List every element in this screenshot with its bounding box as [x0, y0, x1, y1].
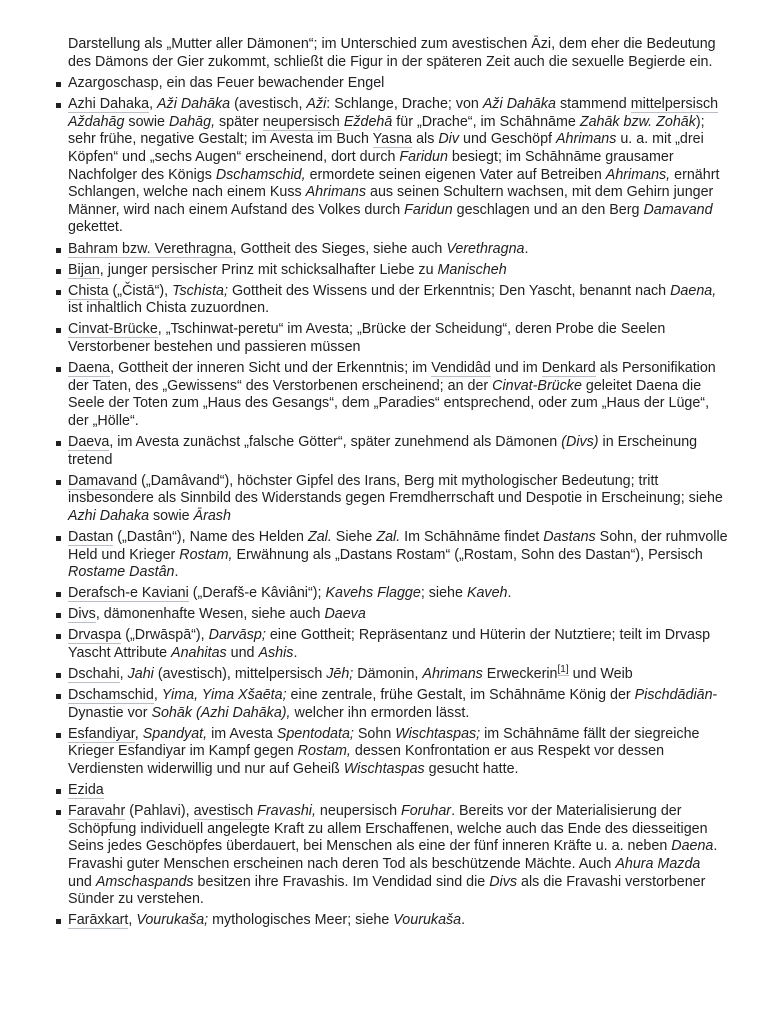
italic-term: Manischeh: [437, 261, 507, 278]
entry-text: u. a. mit „drei Köpfen“ und „sechs Augen“ erscheinend, dort durch: [68, 131, 704, 166]
wiki-link[interactable]: Divs: [68, 606, 96, 623]
glossary-entry-cinvat: [68, 321, 728, 356]
entry-text: gekettet.: [68, 219, 123, 236]
entry-text: Azargoschasp, ein das Feuer bewachender Engel: [68, 75, 385, 92]
entry-text: später: [215, 113, 263, 130]
entry-text: im Avesta: [207, 725, 277, 742]
glossary-entry-faravahr: [68, 803, 728, 909]
italic-term: Vourukaša: [393, 912, 462, 929]
entry-text: .: [293, 645, 298, 661]
italic-term: Jahi: [127, 666, 154, 683]
wiki-link[interactable]: Bahram bzw. Verethragna: [68, 240, 233, 257]
entry-text: , „Tschinwat-peretu“ im Avesta; „Brücke der Scheidung“, deren Probe die Seelen Verstorbener bestehen und passieren müssen: [68, 321, 666, 355]
wiki-link[interactable]: Chista: [68, 282, 109, 299]
entry-text: ,: [149, 96, 158, 113]
entry-text: ,: [134, 725, 143, 742]
entry-text: („Derafš-e Kâviâni“);: [188, 585, 326, 602]
entry-text: für „Drache“, im Schāhnāme: [392, 113, 580, 130]
entry-text: mythologisches Meer; siehe: [208, 912, 394, 929]
entry-text: .: [174, 564, 179, 581]
italic-term: Faridun: [404, 201, 453, 218]
entry-text: in Erscheinung tretend: [68, 433, 698, 468]
entry-text: welcher ihn ermorden lässt.: [290, 704, 470, 721]
entry-text: -Dynastie vor: [68, 687, 718, 721]
italic-term: Ahrimans: [305, 184, 367, 201]
entry-text: („Drwāspā“),: [121, 627, 209, 644]
entry-text: ,: [119, 666, 128, 683]
entry-text: als Personifikation der Taten, des „Gewissens“ des Verstorbenen erscheinend; an der: [68, 360, 716, 394]
glossary-entry-daeva: [68, 434, 728, 469]
entry-text: als die Fravashi verstorbener Sünder zu verstehen.: [68, 873, 706, 908]
wiki-link[interactable]: Drvaspa: [68, 627, 122, 644]
italic-term: Daena,: [670, 282, 717, 299]
entry-text: . Bereits vor der Materialisierung der Schöpfung individuell angelegte Kraft zu allem Erschaffenen, welche auch das Ende des diesseitigen Seins jedes Geschöpfes überdauert, bei Menschen als eine der fünf inneren Kräfte u. a. neben: [68, 803, 708, 855]
italic-term: Spentodata;: [276, 725, 354, 742]
italic-term: Dahāg,: [168, 113, 216, 130]
entry-text: ); sehr frühe, negative Gestalt; im Avesta im Buch: [68, 113, 705, 148]
entry-text: dessen Konfrontation er aus Respekt vor dessen Verdiensten widerwillig und nur auf Geheiß: [68, 743, 665, 778]
entry-text: geschlagen und an den Berg: [452, 201, 644, 218]
entry-text: , im Avesta zunächst „falsche Götter“, später zunehmend als Dämonen: [109, 433, 562, 450]
wiki-link[interactable]: Yasna: [372, 131, 413, 148]
italic-term: Vourukaša;: [136, 912, 209, 929]
entry-text: und Geschöpf: [459, 131, 556, 148]
italic-term: Zal.: [376, 528, 401, 545]
entry-text: Sohn, der ruhmvolle Held und Krieger: [68, 528, 728, 563]
wiki-link[interactable]: Esfandiyar: [68, 725, 135, 742]
italic-term: Darvāsp;: [208, 627, 266, 644]
italic-term: Jēh;: [326, 666, 354, 683]
entry-text: , Gottheit des Sieges, siehe auch: [232, 240, 447, 257]
glossary-list: [68, 75, 728, 930]
wiki-link[interactable]: Damavand: [68, 472, 138, 489]
italic-term: Sohāk (Azhi Dahāka),: [151, 704, 291, 721]
entry-text: gesucht hatte.: [424, 761, 519, 778]
italic-term: Ahrimans: [422, 666, 483, 683]
italic-term: Wischtaspas: [343, 761, 425, 778]
entry-text: (avestisch,: [230, 96, 307, 113]
entry-text: . Fravashi guter Menschen erscheinen nach deren Tod als beschützende Mächte. Auch: [68, 838, 718, 873]
italic-term: Daena: [671, 838, 714, 855]
entry-text: besiegt; im Schāhnāme grausamer Nachfolger des Königs: [68, 149, 674, 183]
italic-term: Foruhar: [401, 803, 452, 820]
wiki-link[interactable]: Dschahi: [68, 666, 120, 683]
italic-term: Verethragna: [446, 240, 525, 257]
glossary-entry-dschamschid: [68, 687, 728, 722]
wiki-link[interactable]: Vendidâd: [431, 360, 491, 377]
italic-term: Anahitas: [171, 645, 227, 661]
entry-text: ist inhaltlich Chista zuzuordnen.: [68, 300, 270, 317]
glossary-entry-bijan: [68, 262, 728, 280]
glossary-entry-bahram: [68, 241, 728, 259]
entry-text: .: [461, 912, 466, 929]
entry-text: , junger persischer Prinz mit schicksalhafter Liebe zu: [99, 261, 438, 278]
footnote-link[interactable]: [1]: [557, 664, 569, 676]
entry-text: ; siehe: [420, 585, 467, 602]
wiki-link[interactable]: neupersisch: [262, 113, 340, 130]
wiki-link[interactable]: Azhi Dahaka: [68, 96, 150, 113]
glossary-entry-divs: [68, 606, 728, 624]
entry-text: eine zentrale, frühe Gestalt, im Schāhnāme König der: [286, 687, 635, 704]
wiki-link[interactable]: Cinvat-Brücke: [68, 321, 158, 338]
entry-text: als: [412, 131, 439, 148]
wiki-link[interactable]: Denkard: [541, 360, 596, 377]
italic-term: Ārash: [193, 507, 231, 524]
entry-text: .: [524, 240, 529, 257]
italic-term: Damavand: [643, 201, 713, 218]
wiki-link[interactable]: Ezida: [68, 782, 104, 799]
wiki-link[interactable]: Dschamschid: [68, 687, 154, 704]
italic-term: Divs: [489, 873, 518, 890]
entry-text: : Schlange, Drache; von: [326, 96, 483, 113]
entry-text: besitzen ihre Fravashis. Im Vendidad sind die: [193, 873, 490, 890]
glossary-entry-chista: [68, 283, 728, 318]
italic-term: Daeva: [324, 606, 366, 623]
entry-text: (avestisch), mittelpersisch: [153, 666, 327, 683]
entry-text: neupersisch: [315, 803, 401, 820]
entry-text: und: [68, 873, 96, 890]
italic-term: Dschamschid,: [215, 166, 306, 183]
glossary-entry-faraxkart: [68, 912, 728, 930]
entry-text: , Gottheit der inneren Sicht und der Erkenntnis; im: [110, 360, 432, 377]
italic-term: Azhi Dahaka: [68, 507, 150, 524]
italic-term: Aždahāg: [68, 113, 125, 130]
italic-term: Ahura Mazda: [615, 856, 701, 873]
wiki-link[interactable]: Bijan: [68, 261, 100, 278]
italic-term: Ashis: [258, 645, 294, 661]
italic-term: Rostam,: [297, 743, 351, 760]
entry-text: im Schāhnāme fällt der siegreiche Krieger Esfandiyar im Kampf gegen: [68, 725, 700, 760]
footnote-reference[interactable]: [558, 664, 569, 676]
entry-text: Sohn: [353, 725, 396, 742]
wiki-link[interactable]: avestisch: [193, 803, 254, 820]
entry-text: Im Schāhnāme findet: [400, 528, 544, 545]
entry-text: ,: [128, 912, 137, 929]
wiki-link[interactable]: Dastan: [68, 528, 114, 545]
italic-term: Yima, Yima Xšaēta;: [161, 687, 287, 704]
glossary-entry-azargoschasp: [68, 75, 728, 93]
entry-text: ,: [153, 687, 162, 704]
glossary-entry-dschahi: [68, 666, 728, 684]
entry-text: Erwähnung als „Dastans Rostam“ („Rostam, Sohn des Dastan“), Persisch: [232, 546, 703, 563]
intro-paragraph: Darstellung als „Mutter aller Dämonen“; im Unterschied zum avestischen Āzi, dem eher die Bedeutung des Dämons der Gier zukommt, schließt die Figur in der späteren Zeit auch die sexuelle Begierde ein.: [68, 36, 716, 70]
entry-text: (Pahlavi),: [125, 803, 194, 820]
entry-text: .: [507, 585, 512, 602]
entry-text: Dämonin,: [353, 666, 423, 683]
glossary-entry-daena: [68, 360, 728, 430]
entry-text: Siehe: [331, 528, 377, 545]
italic-term: Rostam,: [179, 546, 233, 563]
italic-term: Ahrimans,: [605, 166, 671, 183]
entry-text: Gottheit des Wissens und der Erkenntnis; Den Yascht, benannt nach: [227, 282, 671, 299]
entry-text: („Damâvand“), höchster Gipfel des Irans, Berg mit mythologischer Bedeutung; tritt insbesondere als Sinnbild des Widerstands gegen Fremdherrschaft und Despotie in Erscheinung; siehe: [68, 472, 723, 507]
italic-term: Wischtaspas;: [395, 725, 481, 742]
entry-text: stammend: [555, 96, 631, 113]
italic-term: Rostame Dastân: [68, 564, 175, 581]
wiki-link[interactable]: Derafsch-e Kaviani: [68, 585, 189, 602]
entry-text: eine Gottheit; Repräsentanz und Hüterin der Nutztiere; teilt im Drvasp Yascht Attribute: [68, 627, 711, 661]
italic-term: (Divs): [561, 433, 599, 450]
entry-text: („Dastân“), Name des Helden: [113, 528, 308, 545]
wiki-link[interactable]: Daeva: [68, 433, 110, 450]
italic-term: Kavehs Flagge: [325, 585, 421, 602]
glossary-entry-dastan: [68, 529, 728, 582]
entry-text: geleitet Daena die Seele der Toten zum „Haus des Gesangs“, dem „Paradies“ entsprechend, oder zum „Haus der Lüge“, der „Hölle“.: [68, 377, 710, 429]
glossary-entry-damavand: [68, 473, 728, 526]
entry-text: sowie: [149, 507, 194, 524]
glossary-entry-drvaspa: [68, 627, 728, 662]
italic-term: Aži Dahāka: [482, 96, 556, 113]
wiki-link[interactable]: Faravahr: [68, 803, 126, 820]
glossary-entry-azhi-dahaka: [68, 96, 728, 237]
entry-text: („Čistā“),: [108, 282, 173, 299]
glossary-entry-ezida: [68, 782, 728, 800]
italic-term: Dastans: [543, 528, 596, 545]
wiki-link[interactable]: Daena: [68, 360, 111, 377]
italic-term: Amschaspands: [95, 873, 194, 890]
wiki-link[interactable]: Farāxkart: [68, 912, 129, 929]
italic-term: Kaveh: [466, 585, 508, 602]
italic-term: Cinvat-Brücke: [492, 377, 582, 394]
entry-text: Erweckerin: [482, 666, 558, 683]
italic-term: Div: [438, 131, 460, 148]
wiki-link[interactable]: mittelpersisch: [630, 96, 719, 113]
italic-term: Zahāk bzw. Zohāk: [579, 113, 696, 130]
italic-term: Zal.: [307, 528, 332, 545]
italic-term: Fravashi,: [257, 803, 316, 820]
glossary-entry-derafsch: [68, 585, 728, 603]
entry-text: und im: [490, 360, 542, 377]
italic-term: Aži: [306, 96, 327, 113]
italic-term: Tschista;: [172, 282, 228, 299]
entry-text: und Weib: [568, 666, 633, 683]
entry-text: , dämonenhafte Wesen, siehe auch: [95, 606, 325, 623]
italic-term: Spandyat,: [142, 725, 208, 742]
italic-term: Aži Dahāka: [157, 96, 231, 113]
entry-text: aus seinen Schultern wachsen, mit dem Gehirn junger Männer, wird nach einem Aufstand des Volkes durch: [68, 184, 714, 218]
entry-text: ermordete seinen eigenen Vater auf Betreiben: [305, 166, 606, 183]
italic-term: Ahrimans: [555, 131, 617, 148]
entry-text: sowie: [124, 113, 169, 130]
entry-text: ernährt Schlangen, welche nach einem Kuss: [68, 166, 720, 201]
italic-term: Faridun: [399, 149, 448, 166]
italic-term: Pischdādiān: [634, 687, 713, 704]
entry-text: und: [226, 645, 259, 661]
italic-term: Eždehā: [343, 113, 393, 130]
glossary-entry-esfandiyar: [68, 726, 728, 779]
